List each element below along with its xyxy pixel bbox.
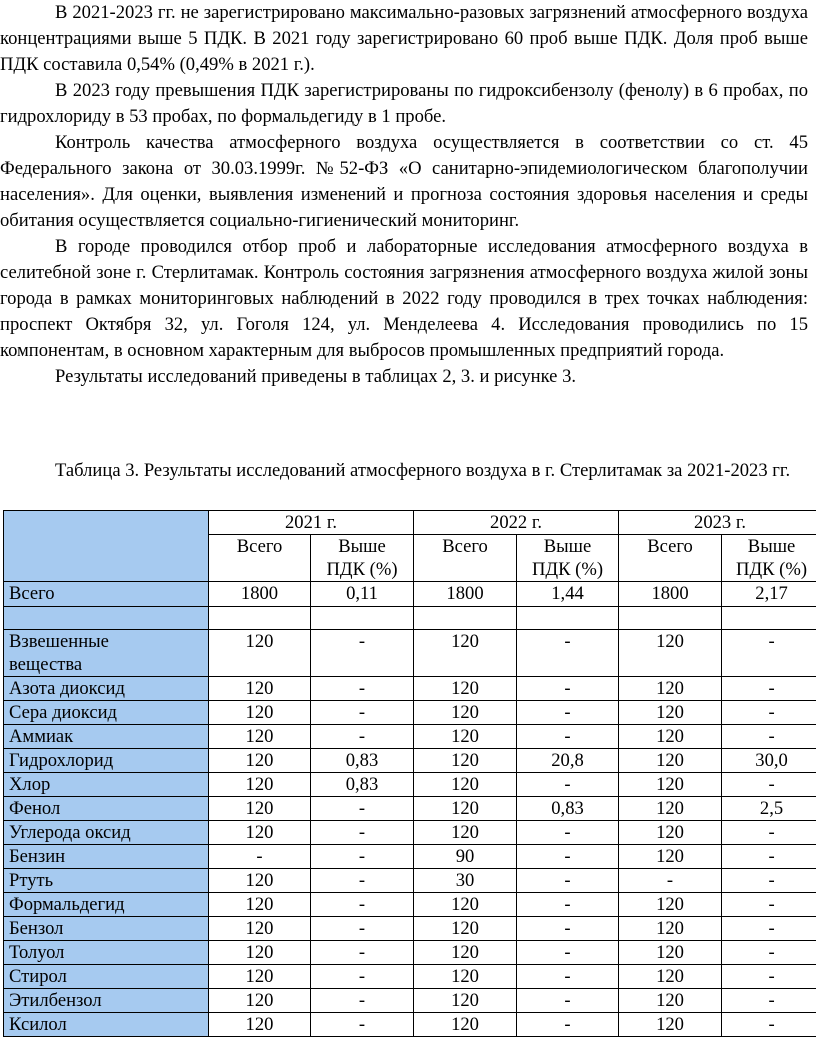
subheader-total: Всего: [209, 535, 311, 582]
table-cell: 120: [414, 965, 517, 989]
table-cell: 120: [619, 725, 722, 749]
table-cell: 120: [414, 749, 517, 773]
year-header: 2022 г.: [414, 511, 619, 535]
table-cell: 1800: [414, 582, 517, 607]
subheader-pdk: [311, 535, 414, 582]
table-cell: 120: [414, 725, 517, 749]
row-name: Бензол: [4, 917, 209, 941]
total-row: [4, 582, 816, 607]
table-row: [4, 701, 816, 725]
table-cell: 120: [414, 677, 517, 701]
table-cell: -: [722, 941, 816, 965]
table-cell: 120: [414, 701, 517, 725]
spacer-cell: [4, 607, 209, 630]
table-cell: 120: [619, 630, 722, 677]
row-name: Стирол: [4, 965, 209, 989]
table-cell: -: [311, 701, 414, 725]
spacer-cell: [311, 607, 414, 630]
table-cell: 0,83: [311, 773, 414, 797]
row-name: Аммиак: [4, 725, 209, 749]
table-cell: 1,44: [517, 582, 619, 607]
row-name: Фенол: [4, 797, 209, 821]
spacer-cell: [722, 607, 816, 630]
table-cell: 1800: [209, 582, 311, 607]
table-cell: -: [209, 845, 311, 869]
table-cell: 120: [619, 893, 722, 917]
table-cell: 30,0: [722, 749, 816, 773]
table-cell: -: [722, 630, 816, 677]
table-cell: -: [311, 1013, 414, 1037]
table-cell: -: [517, 941, 619, 965]
table-row: [4, 989, 816, 1013]
row-name: Этилбензол: [4, 989, 209, 1013]
row-name: Гидрохлорид: [4, 749, 209, 773]
table-cell: 120: [619, 917, 722, 941]
table-cell: 120: [414, 989, 517, 1013]
row-name: Бензин: [4, 845, 209, 869]
paragraph-1: В 2021-2023 гг. не зарегистрировано максимально-разовых загрязнений атмосферного воздуха концентрациями выше 5 ПДК. В 2021 году зарегистрировано 60 проб выше ПДК. Доля проб выше ПДК составила 0,54% (0,49% в 2021 г.).: [0, 2, 808, 75]
table-cell: -: [311, 677, 414, 701]
spacer-cell: [619, 607, 722, 630]
row-name: Азота диоксид: [4, 677, 209, 701]
corner-cell: [4, 511, 209, 582]
table-cell: 120: [414, 1013, 517, 1037]
table-row: [4, 677, 816, 701]
spacer-row: [4, 607, 816, 630]
table-row: [4, 630, 816, 677]
table-cell: 120: [209, 797, 311, 821]
table-cell: -: [311, 821, 414, 845]
subheader-total: Всего: [619, 535, 722, 582]
table-cell: -: [722, 893, 816, 917]
subheader-pdk-line1: Выше: [543, 536, 592, 557]
table-cell: -: [517, 701, 619, 725]
year-header: 2021 г.: [209, 511, 414, 535]
table-row: [4, 773, 816, 797]
row-name: Углерода оксид: [4, 821, 209, 845]
table-row: [4, 893, 816, 917]
table-cell: 120: [619, 941, 722, 965]
table-cell: 120: [209, 869, 311, 893]
table-cell: -: [722, 917, 816, 941]
table-cell: -: [311, 845, 414, 869]
table-cell: 120: [619, 797, 722, 821]
table-row: [4, 917, 816, 941]
table-cell: 120: [209, 821, 311, 845]
table-cell: 120: [209, 701, 311, 725]
table-caption-block: [0, 458, 812, 484]
table-cell: 120: [209, 677, 311, 701]
table-cell: -: [722, 845, 816, 869]
table-cell: -: [311, 989, 414, 1013]
table-row: [4, 845, 816, 869]
table-cell: 120: [209, 965, 311, 989]
subheader-pdk-line2: ПДК (%): [532, 559, 604, 580]
table-cell: -: [722, 965, 816, 989]
row-name: Всего: [4, 582, 209, 607]
paragraph-3: Контроль качества атмосферного воздуха осуществляется в соответствии со ст. 45 Федерального закона от 30.03.1999г. №52-ФЗ «О санитарно-эпидемиологическом благополучии населения». Для оценки, выявления изменений и прогноза состояния здоровья населения и среды обитания осуществляется социально-гигиенический мониторинг.: [0, 132, 808, 231]
table-cell: -: [722, 989, 816, 1013]
table-row: [4, 821, 816, 845]
table-row: [4, 749, 816, 773]
table-row: [4, 797, 816, 821]
table-row: [4, 1013, 816, 1037]
table-cell: -: [722, 821, 816, 845]
table-cell: 120: [414, 821, 517, 845]
table-cell: 120: [414, 893, 517, 917]
table-cell: 120: [209, 893, 311, 917]
table-cell: 120: [619, 749, 722, 773]
table-cell: 0,83: [517, 797, 619, 821]
table-cell: 120: [209, 749, 311, 773]
table-cell: 120: [619, 845, 722, 869]
paragraph-5: Результаты исследований приведены в таблицах 2, 3. и рисунке 3.: [55, 366, 577, 387]
year-header: 2023 г.: [619, 511, 816, 535]
body-text: [0, 0, 812, 390]
table-cell: 120: [619, 1013, 722, 1037]
row-name: Хлор: [4, 773, 209, 797]
table-cell: 120: [209, 773, 311, 797]
table-cell: -: [311, 941, 414, 965]
table-cell: -: [517, 917, 619, 941]
table-row: [4, 869, 816, 893]
table-cell: -: [311, 797, 414, 821]
table-cell: 120: [209, 630, 311, 677]
table-cell: 0,83: [311, 749, 414, 773]
table-cell: 120: [209, 941, 311, 965]
year-header-row: [4, 511, 816, 535]
table-cell: -: [619, 869, 722, 893]
row-name: Формальдегид: [4, 893, 209, 917]
table-cell: -: [517, 1013, 619, 1037]
table-cell: -: [722, 773, 816, 797]
table-cell: -: [311, 965, 414, 989]
table-cell: -: [311, 630, 414, 677]
table-cell: -: [722, 869, 816, 893]
table-cell: 120: [414, 917, 517, 941]
table-cell: -: [517, 869, 619, 893]
subheader-pdk-line2: ПДК (%): [326, 559, 398, 580]
table-cell: -: [722, 725, 816, 749]
table-cell: -: [517, 845, 619, 869]
table-cell: 30: [414, 869, 517, 893]
table-cell: 120: [414, 630, 517, 677]
table-cell: 120: [619, 989, 722, 1013]
table-cell: 120: [209, 1013, 311, 1037]
table-cell: 20,8: [517, 749, 619, 773]
row-name-line1: Взвешенные: [9, 631, 109, 652]
row-name: Сера диоксид: [4, 701, 209, 725]
table-cell: -: [517, 725, 619, 749]
table-cell: -: [722, 1013, 816, 1037]
table-cell: 120: [414, 773, 517, 797]
table-body: [4, 677, 816, 1037]
table-cell: -: [517, 630, 619, 677]
table-cell: 120: [209, 917, 311, 941]
table-cell: -: [517, 773, 619, 797]
table-cell: 2,5: [722, 797, 816, 821]
subheader-pdk-line1: Выше: [747, 536, 796, 557]
table-cell: 90: [414, 845, 517, 869]
table-row: [4, 725, 816, 749]
table-cell: 1800: [619, 582, 722, 607]
spacer-cell: [517, 607, 619, 630]
table-cell: -: [517, 677, 619, 701]
table-cell: -: [517, 989, 619, 1013]
table-cell: -: [311, 917, 414, 941]
table-row: [4, 965, 816, 989]
table-cell: -: [311, 869, 414, 893]
table-cell: 120: [619, 773, 722, 797]
table-cell: 120: [619, 701, 722, 725]
table-cell: -: [722, 677, 816, 701]
spacer-cell: [414, 607, 517, 630]
subheader-pdk-line1: Выше: [338, 536, 386, 557]
paragraph-2: В 2023 году превышения ПДК зарегистрированы по гидроксибензолу (фенолу) в 6 пробах, по гидрохлориду в 53 пробах, по формальдегиду в 1 пробе.: [0, 80, 808, 127]
table-caption: Таблица 3. Результаты исследований атмосферного воздуха в г. Стерлитамак за 2021-2023 гг.: [55, 460, 791, 481]
table-cell: 120: [619, 821, 722, 845]
subheader-pdk: [517, 535, 619, 582]
table-cell: 120: [209, 725, 311, 749]
table-cell: 120: [209, 989, 311, 1013]
table-cell: -: [517, 821, 619, 845]
table-cell: 120: [414, 941, 517, 965]
table-cell: 2,17: [722, 582, 816, 607]
spacer-cell: [209, 607, 311, 630]
row-name: [4, 630, 209, 677]
table-row: [4, 941, 816, 965]
row-name: Ксилол: [4, 1013, 209, 1037]
table-cell: -: [311, 893, 414, 917]
row-name: Ртуть: [4, 869, 209, 893]
results-table: [3, 510, 816, 1037]
table-cell: 0,11: [311, 582, 414, 607]
table-cell: -: [722, 701, 816, 725]
subheader-pdk-line2: ПДК (%): [736, 559, 808, 580]
table-cell: 120: [619, 677, 722, 701]
row-name: Толуол: [4, 941, 209, 965]
table-cell: -: [311, 725, 414, 749]
table-cell: -: [517, 965, 619, 989]
subheader-pdk: [722, 535, 816, 582]
table-cell: 120: [619, 965, 722, 989]
paragraph-4: В городе проводился отбор проб и лабораторные исследования атмосферного воздуха в селитебной зоне г. Стерлитамак. Контроль состояния загрязнения атмосферного воздуха жилой зоны города в рамках мониторинговых наблюдений в 2022 году проводился в трех точках наблюдения: проспект Октября 32, ул. Гоголя 124, ул. Менделеева 4. Исследования проводились по 15 компонентам, в основном характерным для выбросов промышленных предприятий города.: [0, 236, 808, 361]
row-name-line2: вещества: [9, 654, 83, 675]
subheader-total: Всего: [414, 535, 517, 582]
table-cell: 120: [414, 797, 517, 821]
table-cell: -: [517, 893, 619, 917]
